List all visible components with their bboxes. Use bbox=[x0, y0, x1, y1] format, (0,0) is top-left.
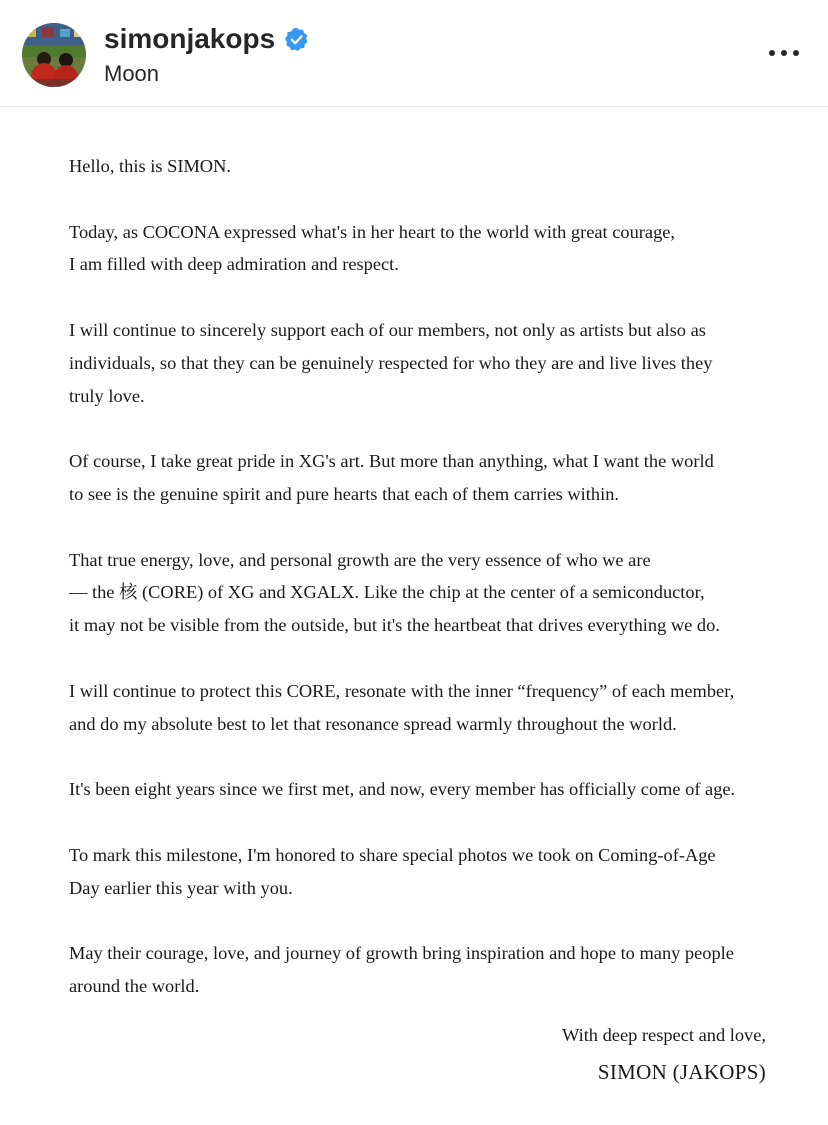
letter-line: individuals, so that they can be genuinely respected for who they are and live lives they bbox=[69, 352, 713, 373]
letter-line: To mark this milestone, I'm honored to share special photos we took on Coming-of-Age bbox=[69, 844, 716, 865]
profile-avatar[interactable] bbox=[22, 23, 86, 87]
letter-line: I will continue to sincerely support each of our members, not only as artists but also as bbox=[69, 319, 706, 340]
letter-signature: SIMON (JAKOPS) bbox=[597, 1060, 766, 1084]
avatar-image bbox=[22, 23, 86, 87]
username[interactable] bbox=[104, 22, 309, 56]
letter-line: it may not be visible from the outside, but it's the heartbeat that drives everything we do. bbox=[69, 615, 720, 636]
location-label[interactable]: Moon bbox=[104, 61, 160, 86]
letter-signoff bbox=[562, 1021, 766, 1087]
letter-line: truly love. bbox=[69, 385, 145, 406]
letter-body bbox=[69, 150, 769, 1003]
post-header bbox=[0, 0, 828, 107]
letter-line: That true energy, love, and personal growth are the very essence of who we are bbox=[69, 549, 651, 570]
letter-line: and do my absolute best to let that resonance spread warmly throughout the world. bbox=[69, 713, 677, 734]
letter-line: May their courage, love, and journey of growth bring inspiration and hope to many people bbox=[69, 943, 734, 964]
letter-line: It's been eight years since we first met, and now, every member has officially come of age. bbox=[69, 779, 736, 800]
letter-line: around the world. bbox=[69, 975, 200, 996]
letter-line: Of course, I take great pride in XG's art. But more than anything, what I want the world bbox=[69, 451, 714, 472]
letter-closing: With deep respect and love, bbox=[561, 1025, 766, 1045]
letter-line: Hello, this is SIMON. bbox=[69, 156, 231, 176]
letter-line: I am filled with deep admiration and respect. bbox=[69, 254, 399, 275]
more-options-icon[interactable] bbox=[768, 43, 800, 63]
letter-line: Day earlier this year with you. bbox=[69, 877, 293, 898]
letter-line: to see is the genuine spirit and pure hearts that each of them carries within. bbox=[69, 483, 620, 504]
username-text[interactable]: simonjakops bbox=[104, 23, 276, 54]
verified-badge-icon bbox=[284, 27, 309, 52]
letter-line: Today, as COCONA expressed what's in her heart to the world with great courage, bbox=[69, 221, 676, 242]
letter-line: — the 核 (CORE) of XG and XGALX. Like the chip at the center of a semiconductor, bbox=[69, 582, 705, 603]
letter-line: I will continue to protect this CORE, resonate with the inner “frequency” of each member, bbox=[69, 680, 735, 701]
